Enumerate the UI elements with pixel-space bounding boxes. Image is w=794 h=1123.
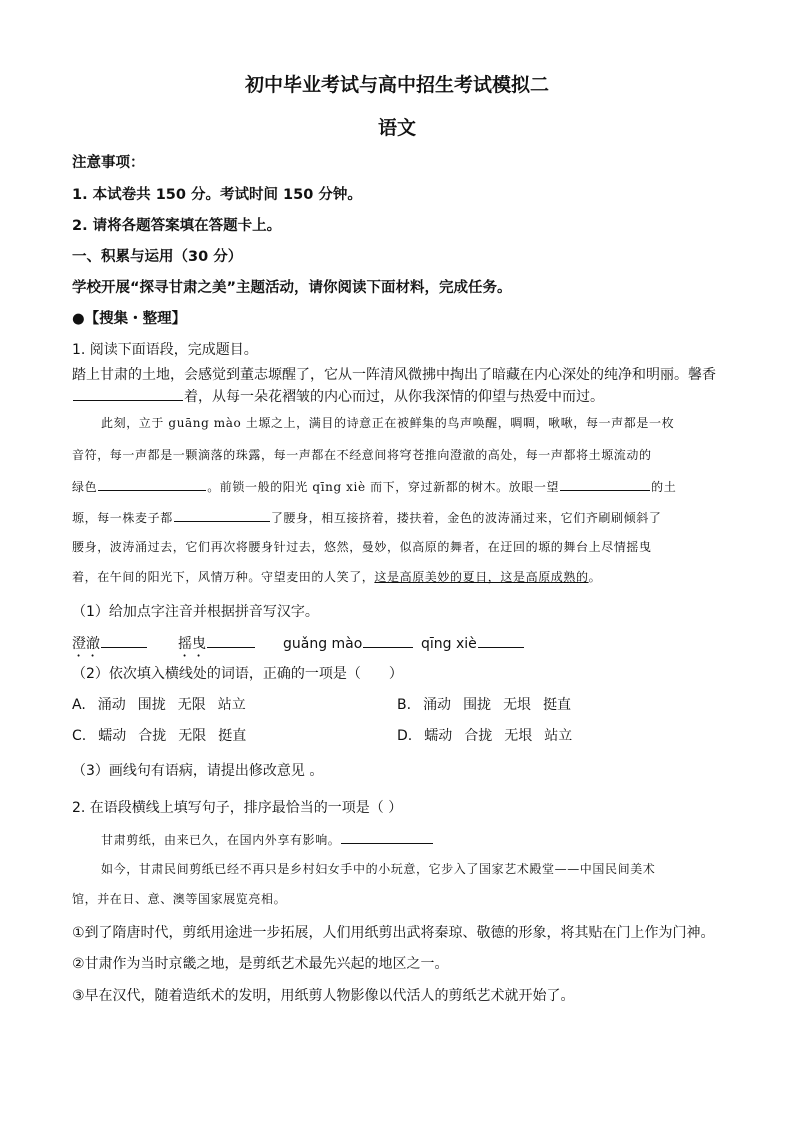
exam-title: 初中毕业考试与高中招生考试模拟二 <box>244 74 549 96</box>
passage-text: 。 <box>588 570 602 584</box>
answer-blank <box>363 633 413 648</box>
pinyin-item: guǎng mào <box>283 633 414 652</box>
passage-line <box>72 568 601 585</box>
sentence-option: ③早在汉代，随着造纸术的发明，用纸剪人物影像以代活人的剪纸艺术就开始了。 <box>72 988 575 1004</box>
passage-line <box>72 476 676 495</box>
notice-heading: 注意事项： <box>72 155 145 171</box>
option-d[interactable]: D. 蠕动 合拢 无垠 站立 <box>397 728 573 744</box>
section-intro: 学校开展“探寻甘肃之美”主题活动，请你阅读下面材料，完成任务。 <box>72 280 512 296</box>
sentence-option: ①到了隋唐时代，剪纸用途进一步拓展，人们用纸剪出武将秦琼、敬德的形象，将其贴在门上作为门神。 <box>72 925 715 941</box>
underlined-sentence: 这是高原美妙的夏日，这是高原成熟的 <box>374 570 589 584</box>
section-subheading: ●【搜集・整理】 <box>72 311 187 327</box>
passage-line: 此刻，立于 guāng mào 土塬之上，满目的诗意正在被鲜集的鸟声唤醒，啁啁，啾啾，每一声都是一枚 <box>101 416 675 430</box>
pinyin-item: 澄澈 <box>72 633 148 660</box>
section-heading: 一、积累与运用（30 分） <box>72 249 243 265</box>
pinyin-item: 摇曳 <box>178 633 256 660</box>
option-c[interactable]: C. 蠕动 合拢 无限 挺直 <box>72 728 247 744</box>
answer-blank <box>207 633 255 648</box>
passage-text: 。前锁一般的阳光 qīng xiè 而下，穿过新都的树木。放眼一望 <box>207 480 560 494</box>
option-a[interactable]: A. 涌动 围拢 无限 站立 <box>72 697 246 713</box>
answer-blank <box>174 507 270 522</box>
notice-item: 1. 本试卷共 150 分。考试时间 150 分钟。 <box>72 187 362 203</box>
passage-line: 甘肃剪纸，由来已久，在国内外享有影响。 <box>101 829 434 848</box>
q1-subquestion-1: （1）给加点字注音并根据拼音写汉字。 <box>72 604 319 620</box>
question-2-stem: 2. 在语段横线上填写句子，排序最恰当的一项是（ ） <box>72 800 403 816</box>
passage-line: 如今，甘肃民间剪纸已经不再只是乡村妇女手中的小玩意，它步入了国家艺术殿堂——中国民间美术 <box>101 862 656 876</box>
passage-text: 着，在午间的阳光下，风情万种。守望麦田的人笑了， <box>72 570 375 584</box>
q1-subquestion-2: （2）依次填入横线处的词语，正确的一项是（ ） <box>72 666 403 682</box>
option-b[interactable]: B. 涌动 围拢 无垠 挺直 <box>397 697 572 713</box>
q1-paragraph-line <box>72 386 604 406</box>
subject-title: 语文 <box>377 117 416 139</box>
passage-text: 的土 <box>651 480 677 494</box>
sentence-option: ②甘肃作为当时京畿之地，是剪纸艺术最先兴起的地区之一。 <box>72 956 449 972</box>
answer-blank <box>560 476 650 491</box>
passage-line: 馆，并在日、意、澳等国家展览亮相。 <box>72 892 287 906</box>
passage-text: 绿色 <box>72 480 98 494</box>
answer-blank <box>98 476 206 491</box>
answer-blank <box>341 829 433 844</box>
answer-blank <box>73 386 183 401</box>
passage-line: 腰身，波涛涌过去，它们再次将腰身针过去，悠然，曼妙，似高原的舞者，在迂回的塬的舞台上尽情摇曳 <box>72 540 652 554</box>
pinyin-item: qīng xiè <box>421 633 525 652</box>
passage-text: 了腰身，相互接挤着，搂扶着，金色的波涛涌过来，它们齐刷刷倾斜了 <box>270 511 662 525</box>
q1-paragraph-text: 着，从每一朵花褶皱的内心而过，从你我深情的仰望与热爱中而过。 <box>184 389 604 405</box>
q1-subquestion-3: （3）画线句有语病，请提出修改意见 。 <box>72 763 324 779</box>
answer-blank <box>101 633 147 648</box>
answer-blank <box>478 633 524 648</box>
passage-text: 塬，每一株麦子都 <box>72 511 173 525</box>
passage-line <box>72 507 661 526</box>
passage-line: 音符，每一声都是一颗滴落的珠露，每一声都在不经意间将穹苍推向澄澈的高处，每一声都将土塬流动的 <box>72 448 652 462</box>
notice-item: 2. 请将各题答案填在答题卡上。 <box>72 218 282 234</box>
q1-paragraph-line: 踏上甘肃的土地，会感觉到董志塬醒了，它从一阵清风微拂中掏出了暗藏在内心深处的纯净和明丽。馨香 <box>72 367 716 383</box>
question-1-stem: 1. 阅读下面语段，完成题目。 <box>72 342 258 358</box>
